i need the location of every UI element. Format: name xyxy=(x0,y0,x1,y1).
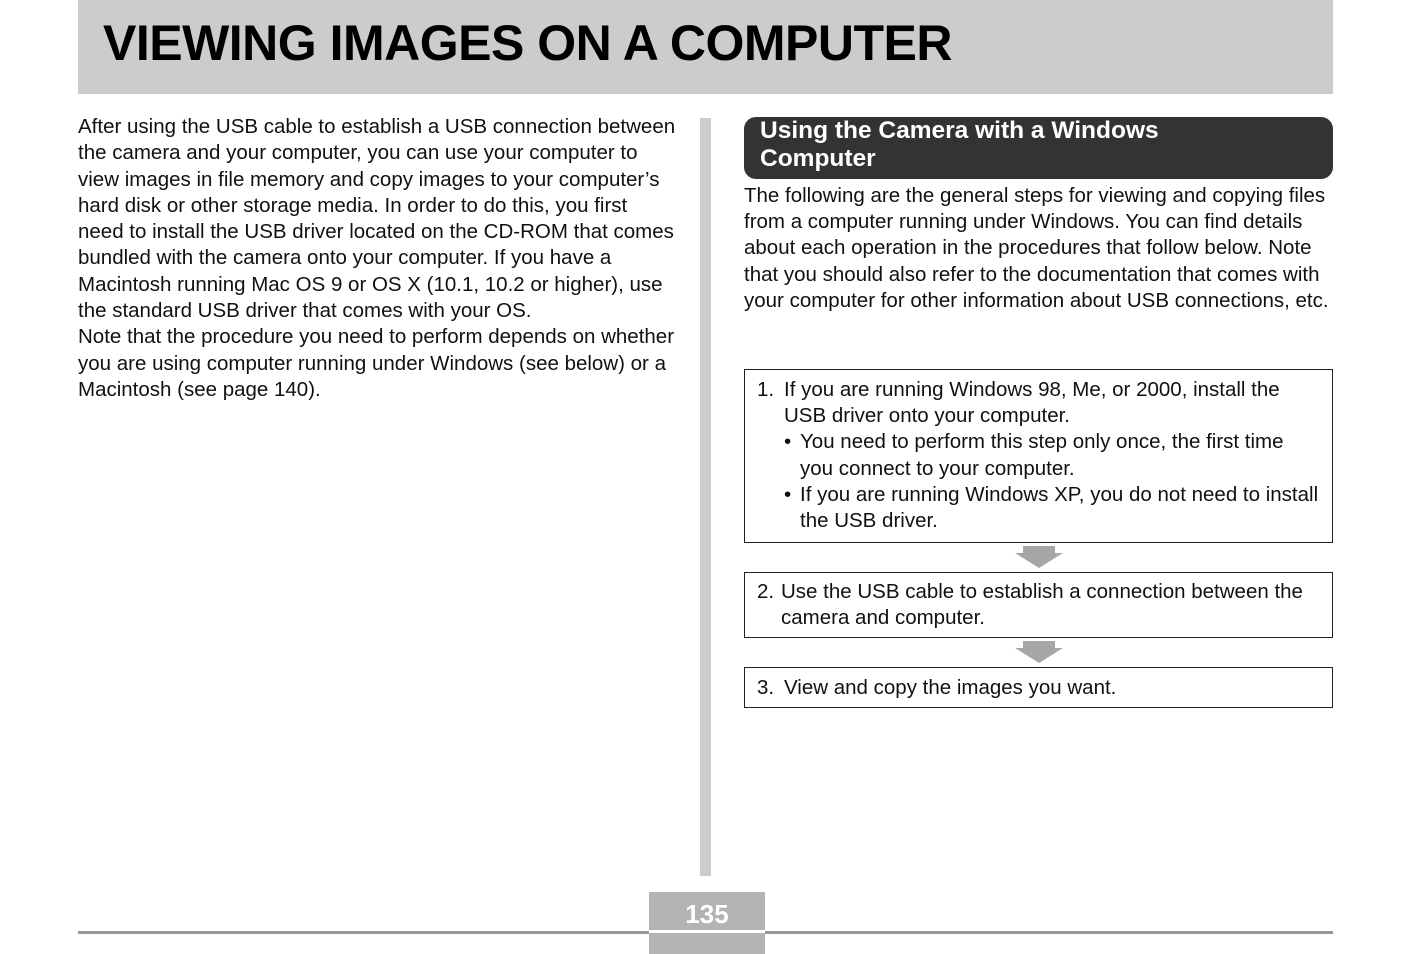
step-box-3 xyxy=(744,667,1333,708)
page-number: 135 xyxy=(685,899,729,929)
down-arrow-icon xyxy=(1015,641,1063,663)
bullet-mark: • xyxy=(784,482,792,506)
note-paragraph: Note that the procedure you need to perform depends on whether you are using computer running under Windows (see below) or a Macintosh (see page 140). xyxy=(78,325,675,401)
section-heading-line-2: Computer xyxy=(760,145,876,172)
intro-column xyxy=(78,114,678,403)
step-bullet: You need to perform this step only once, the first time you connect to your computer. xyxy=(800,430,1284,480)
page-title: VIEWING IMAGES ON A COMPUTER xyxy=(103,15,952,71)
step-text: View and copy the images you want. xyxy=(784,676,1117,699)
step-box-1 xyxy=(744,369,1333,543)
step-text: Use the USB cable to establish a connection between the camera and computer. xyxy=(781,580,1303,630)
page-number-tab-gap xyxy=(649,930,765,933)
bullet-mark: • xyxy=(784,430,792,454)
section-intro: The following are the general steps for viewing and copying files from a computer running under Windows. You can find details about each operation in the procedures that follow below. Note that you should also refer to the documentation that comes with your computer for other information about USB connections, etc. xyxy=(744,184,1329,312)
step-text: If you are running Windows 98, Me, or 2000, install the USB driver onto your computer. xyxy=(784,378,1280,428)
page-number-tab xyxy=(649,892,765,954)
intro-paragraph: After using the USB cable to establish a USB connection between the camera and your computer, you can use your computer to view images in file memory and copy images to your computer’s hard disk or other storage media. In order to do this, you first need to install the USB driver located on the CD-ROM that comes bundled with the camera onto your computer. If you have a Macintosh running Mac OS 9 or OS X (10.1, 10.2 or higher), use the standard USB driver that comes with your OS. xyxy=(78,115,676,323)
down-arrow-shape xyxy=(1015,641,1063,663)
down-arrow-icon xyxy=(1015,546,1063,568)
step-number: 3. xyxy=(757,676,775,699)
step-bullet: If you are running Windows XP, you do not need to install the USB driver. xyxy=(800,482,1319,533)
column-divider xyxy=(700,118,711,876)
step-number: 1. xyxy=(757,378,775,401)
section-heading xyxy=(744,117,1333,179)
title-band xyxy=(78,0,1333,94)
step-number: 2. xyxy=(757,580,775,603)
step-box-2 xyxy=(744,572,1333,638)
down-arrow-shape xyxy=(1015,546,1063,568)
section-heading-line-1: Using the Camera with a Windows xyxy=(760,117,1159,144)
